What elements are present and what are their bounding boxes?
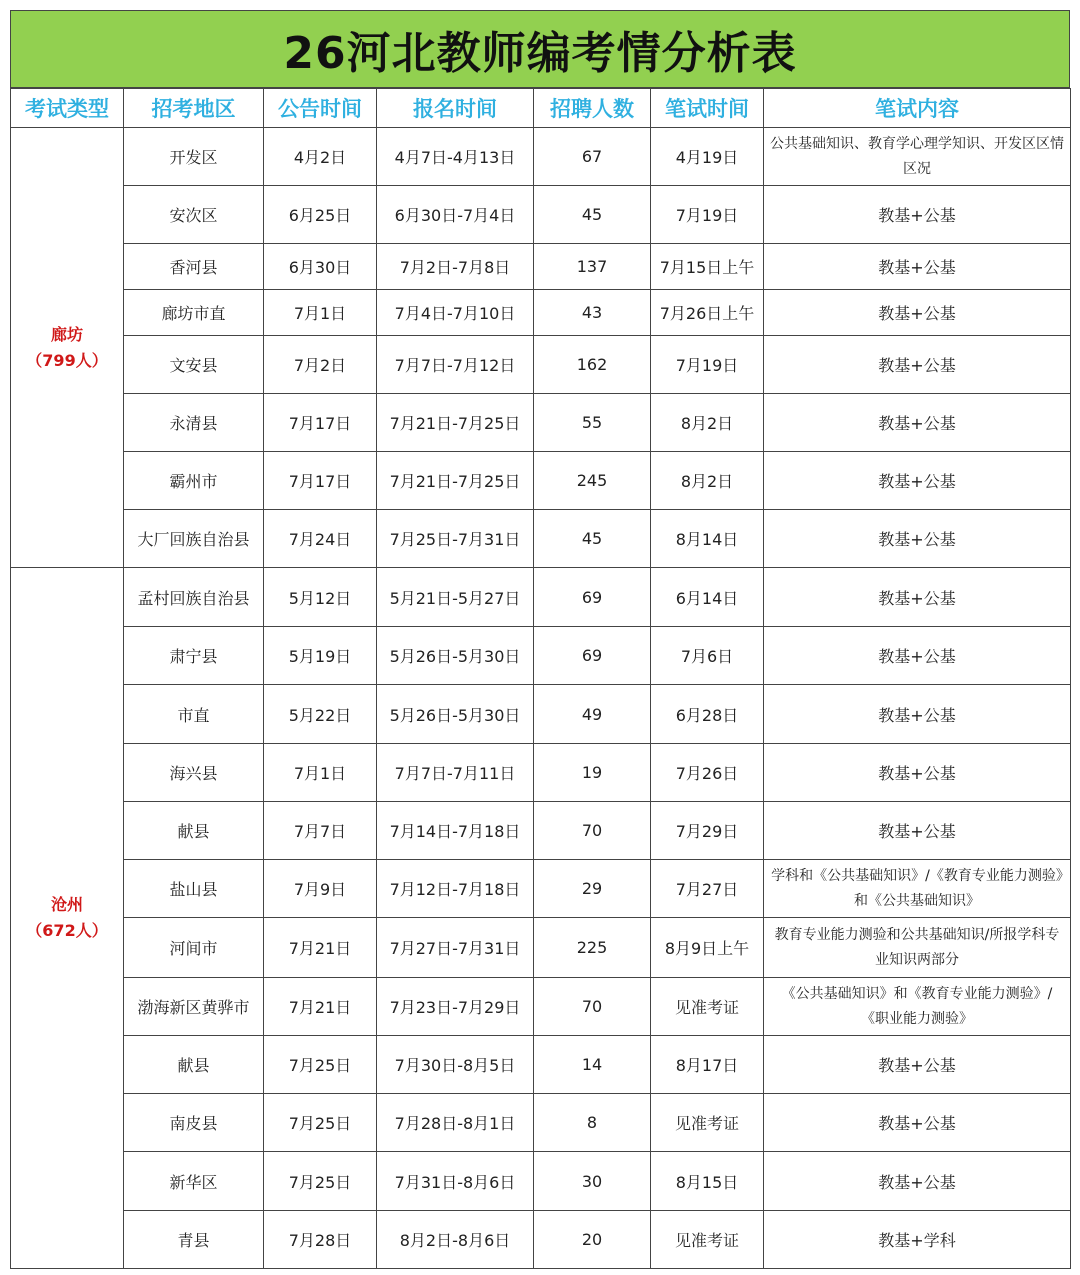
announce-date-cell: 7月9日 [264, 860, 377, 918]
region-cell: 市直 [124, 685, 264, 744]
exam-content-cell: 公共基础知识、教育学心理学知识、开发区区情区况 [764, 128, 1071, 186]
exam-content-cell: 教基+公基 [764, 744, 1071, 802]
exam-date-cell: 7月19日 [651, 336, 764, 394]
region-cell: 献县 [124, 1036, 264, 1094]
table-row [11, 186, 1071, 244]
exam-content-cell: 《公共基础知识》和《教育专业能力测验》/《职业能力测验》 [764, 978, 1071, 1036]
announce-date-cell: 7月1日 [264, 290, 377, 336]
registration-period-cell: 4月7日-4月13日 [377, 128, 534, 186]
exam-content-cell: 教基+公基 [764, 244, 1071, 290]
region-cell: 孟村回族自治县 [124, 568, 264, 627]
hiring-count-cell: 43 [534, 290, 651, 336]
region-cell: 安次区 [124, 186, 264, 244]
exam-table [10, 88, 1071, 1269]
header-registration-period: 报名时间 [377, 89, 534, 128]
region-cell: 河间市 [124, 918, 264, 978]
hiring-count-cell: 137 [534, 244, 651, 290]
region-cell: 渤海新区黄骅市 [124, 978, 264, 1036]
hiring-count-cell: 20 [534, 1211, 651, 1269]
table-row [11, 978, 1071, 1036]
region-cell: 霸州市 [124, 452, 264, 510]
registration-period-cell: 7月14日-7月18日 [377, 802, 534, 860]
table-row [11, 1211, 1071, 1269]
hiring-count-cell: 14 [534, 1036, 651, 1094]
group-name: 沧州 [50, 895, 83, 914]
exam-content-cell: 教基+公基 [764, 1152, 1071, 1211]
registration-period-cell: 8月2日-8月6日 [377, 1211, 534, 1269]
hiring-count-cell: 55 [534, 394, 651, 452]
exam-date-cell: 6月28日 [651, 685, 764, 744]
exam-content-cell: 教基+公基 [764, 627, 1071, 685]
table-row [11, 336, 1071, 394]
region-cell: 海兴县 [124, 744, 264, 802]
exam-date-cell: 见准考证 [651, 1211, 764, 1269]
exam-content-cell: 教基+公基 [764, 1036, 1071, 1094]
announce-date-cell: 7月21日 [264, 978, 377, 1036]
hiring-count-cell: 69 [534, 627, 651, 685]
group-cell [11, 568, 124, 1269]
table-row [11, 802, 1071, 860]
exam-date-cell: 7月27日 [651, 860, 764, 918]
exam-date-cell: 8月17日 [651, 1036, 764, 1094]
region-cell: 南皮县 [124, 1094, 264, 1152]
region-cell: 肃宁县 [124, 627, 264, 685]
hiring-count-cell: 8 [534, 1094, 651, 1152]
region-cell: 献县 [124, 802, 264, 860]
region-cell: 盐山县 [124, 860, 264, 918]
exam-content-cell: 学科和《公共基础知识》/《教育专业能力测验》和《公共基础知识》 [764, 860, 1071, 918]
table-row [11, 860, 1071, 918]
registration-period-cell: 7月4日-7月10日 [377, 290, 534, 336]
exam-date-cell: 7月26日上午 [651, 290, 764, 336]
hiring-count-cell: 69 [534, 568, 651, 627]
registration-period-cell: 7月21日-7月25日 [377, 452, 534, 510]
exam-content-cell: 教基+公基 [764, 336, 1071, 394]
exam-date-cell: 7月6日 [651, 627, 764, 685]
hiring-count-cell: 67 [534, 128, 651, 186]
group-cell [11, 128, 124, 568]
region-cell: 大厂回族自治县 [124, 510, 264, 568]
region-cell: 文安县 [124, 336, 264, 394]
registration-period-cell: 7月27日-7月31日 [377, 918, 534, 978]
registration-period-cell: 7月21日-7月25日 [377, 394, 534, 452]
group-count: （672人） [26, 921, 108, 940]
registration-period-cell: 7月25日-7月31日 [377, 510, 534, 568]
region-cell: 永清县 [124, 394, 264, 452]
table-row [11, 510, 1071, 568]
announce-date-cell: 5月22日 [264, 685, 377, 744]
exam-date-cell: 8月9日上午 [651, 918, 764, 978]
exam-date-cell: 7月26日 [651, 744, 764, 802]
hiring-count-cell: 225 [534, 918, 651, 978]
table-row [11, 1094, 1071, 1152]
table-row [11, 918, 1071, 978]
table-row [11, 744, 1071, 802]
hiring-count-cell: 29 [534, 860, 651, 918]
exam-date-cell: 6月14日 [651, 568, 764, 627]
exam-content-cell: 教基+公基 [764, 452, 1071, 510]
region-cell: 新华区 [124, 1152, 264, 1211]
exam-content-cell: 教基+公基 [764, 394, 1071, 452]
hiring-count-cell: 70 [534, 978, 651, 1036]
region-cell: 青县 [124, 1211, 264, 1269]
registration-period-cell: 5月21日-5月27日 [377, 568, 534, 627]
announce-date-cell: 7月7日 [264, 802, 377, 860]
exam-content-cell: 教基+公基 [764, 1094, 1071, 1152]
table-row [11, 128, 1071, 186]
exam-date-cell: 见准考证 [651, 978, 764, 1036]
registration-period-cell: 7月7日-7月11日 [377, 744, 534, 802]
table-row [11, 244, 1071, 290]
region-cell: 开发区 [124, 128, 264, 186]
registration-period-cell: 7月7日-7月12日 [377, 336, 534, 394]
table-body [11, 128, 1071, 1269]
registration-period-cell: 7月23日-7月29日 [377, 978, 534, 1036]
exam-date-cell: 7月29日 [651, 802, 764, 860]
header-row [11, 89, 1071, 128]
registration-period-cell: 7月30日-8月5日 [377, 1036, 534, 1094]
table-row [11, 685, 1071, 744]
announce-date-cell: 6月25日 [264, 186, 377, 244]
exam-content-cell: 教基+公基 [764, 568, 1071, 627]
hiring-count-cell: 45 [534, 186, 651, 244]
hiring-count-cell: 45 [534, 510, 651, 568]
exam-content-cell: 教育专业能力测验和公共基础知识/所报学科专业知识两部分 [764, 918, 1071, 978]
exam-content-cell: 教基+学科 [764, 1211, 1071, 1269]
announce-date-cell: 5月12日 [264, 568, 377, 627]
exam-date-cell: 8月2日 [651, 394, 764, 452]
announce-date-cell: 7月21日 [264, 918, 377, 978]
exam-content-cell: 教基+公基 [764, 685, 1071, 744]
hiring-count-cell: 49 [534, 685, 651, 744]
announce-date-cell: 7月25日 [264, 1152, 377, 1211]
table-row [11, 627, 1071, 685]
group-count: （799人） [26, 350, 108, 370]
registration-period-cell: 7月28日-8月1日 [377, 1094, 534, 1152]
hiring-count-cell: 30 [534, 1152, 651, 1211]
announce-date-cell: 7月2日 [264, 336, 377, 394]
announce-date-cell: 4月2日 [264, 128, 377, 186]
header-region: 招考地区 [124, 89, 264, 128]
announce-date-cell: 6月30日 [264, 244, 377, 290]
announce-date-cell: 7月25日 [264, 1094, 377, 1152]
table-row [11, 1036, 1071, 1094]
registration-period-cell: 7月31日-8月6日 [377, 1152, 534, 1211]
table-row [11, 290, 1071, 336]
header-exam-type: 考试类型 [11, 89, 124, 128]
sheet-title: 26河北教师编考情分析表 [10, 10, 1070, 88]
exam-date-cell: 见准考证 [651, 1094, 764, 1152]
hiring-count-cell: 245 [534, 452, 651, 510]
announce-date-cell: 7月17日 [264, 452, 377, 510]
hiring-count-cell: 19 [534, 744, 651, 802]
exam-date-cell: 7月19日 [651, 186, 764, 244]
table-row [11, 452, 1071, 510]
exam-content-cell: 教基+公基 [764, 186, 1071, 244]
exam-content-cell: 教基+公基 [764, 802, 1071, 860]
header-exam-date: 笔试时间 [651, 89, 764, 128]
exam-date-cell: 4月19日 [651, 128, 764, 186]
hiring-count-cell: 70 [534, 802, 651, 860]
exam-analysis-sheet [10, 10, 1070, 1269]
exam-content-cell: 教基+公基 [764, 510, 1071, 568]
exam-date-cell: 8月14日 [651, 510, 764, 568]
group-name: 廊坊 [50, 324, 83, 344]
exam-date-cell: 8月15日 [651, 1152, 764, 1211]
exam-content-cell: 教基+公基 [764, 290, 1071, 336]
registration-period-cell: 7月12日-7月18日 [377, 860, 534, 918]
registration-period-cell: 5月26日-5月30日 [377, 685, 534, 744]
table-row [11, 568, 1071, 627]
header-hiring-count: 招聘人数 [534, 89, 651, 128]
region-cell: 香河县 [124, 244, 264, 290]
hiring-count-cell: 162 [534, 336, 651, 394]
registration-period-cell: 5月26日-5月30日 [377, 627, 534, 685]
registration-period-cell: 6月30日-7月4日 [377, 186, 534, 244]
table-row [11, 394, 1071, 452]
announce-date-cell: 7月17日 [264, 394, 377, 452]
exam-date-cell: 8月2日 [651, 452, 764, 510]
announce-date-cell: 5月19日 [264, 627, 377, 685]
region-cell: 廊坊市直 [124, 290, 264, 336]
announce-date-cell: 7月1日 [264, 744, 377, 802]
table-row [11, 1152, 1071, 1211]
header-announce-date: 公告时间 [264, 89, 377, 128]
header-exam-content: 笔试内容 [764, 89, 1071, 128]
announce-date-cell: 7月24日 [264, 510, 377, 568]
registration-period-cell: 7月2日-7月8日 [377, 244, 534, 290]
announce-date-cell: 7月28日 [264, 1211, 377, 1269]
exam-date-cell: 7月15日上午 [651, 244, 764, 290]
announce-date-cell: 7月25日 [264, 1036, 377, 1094]
